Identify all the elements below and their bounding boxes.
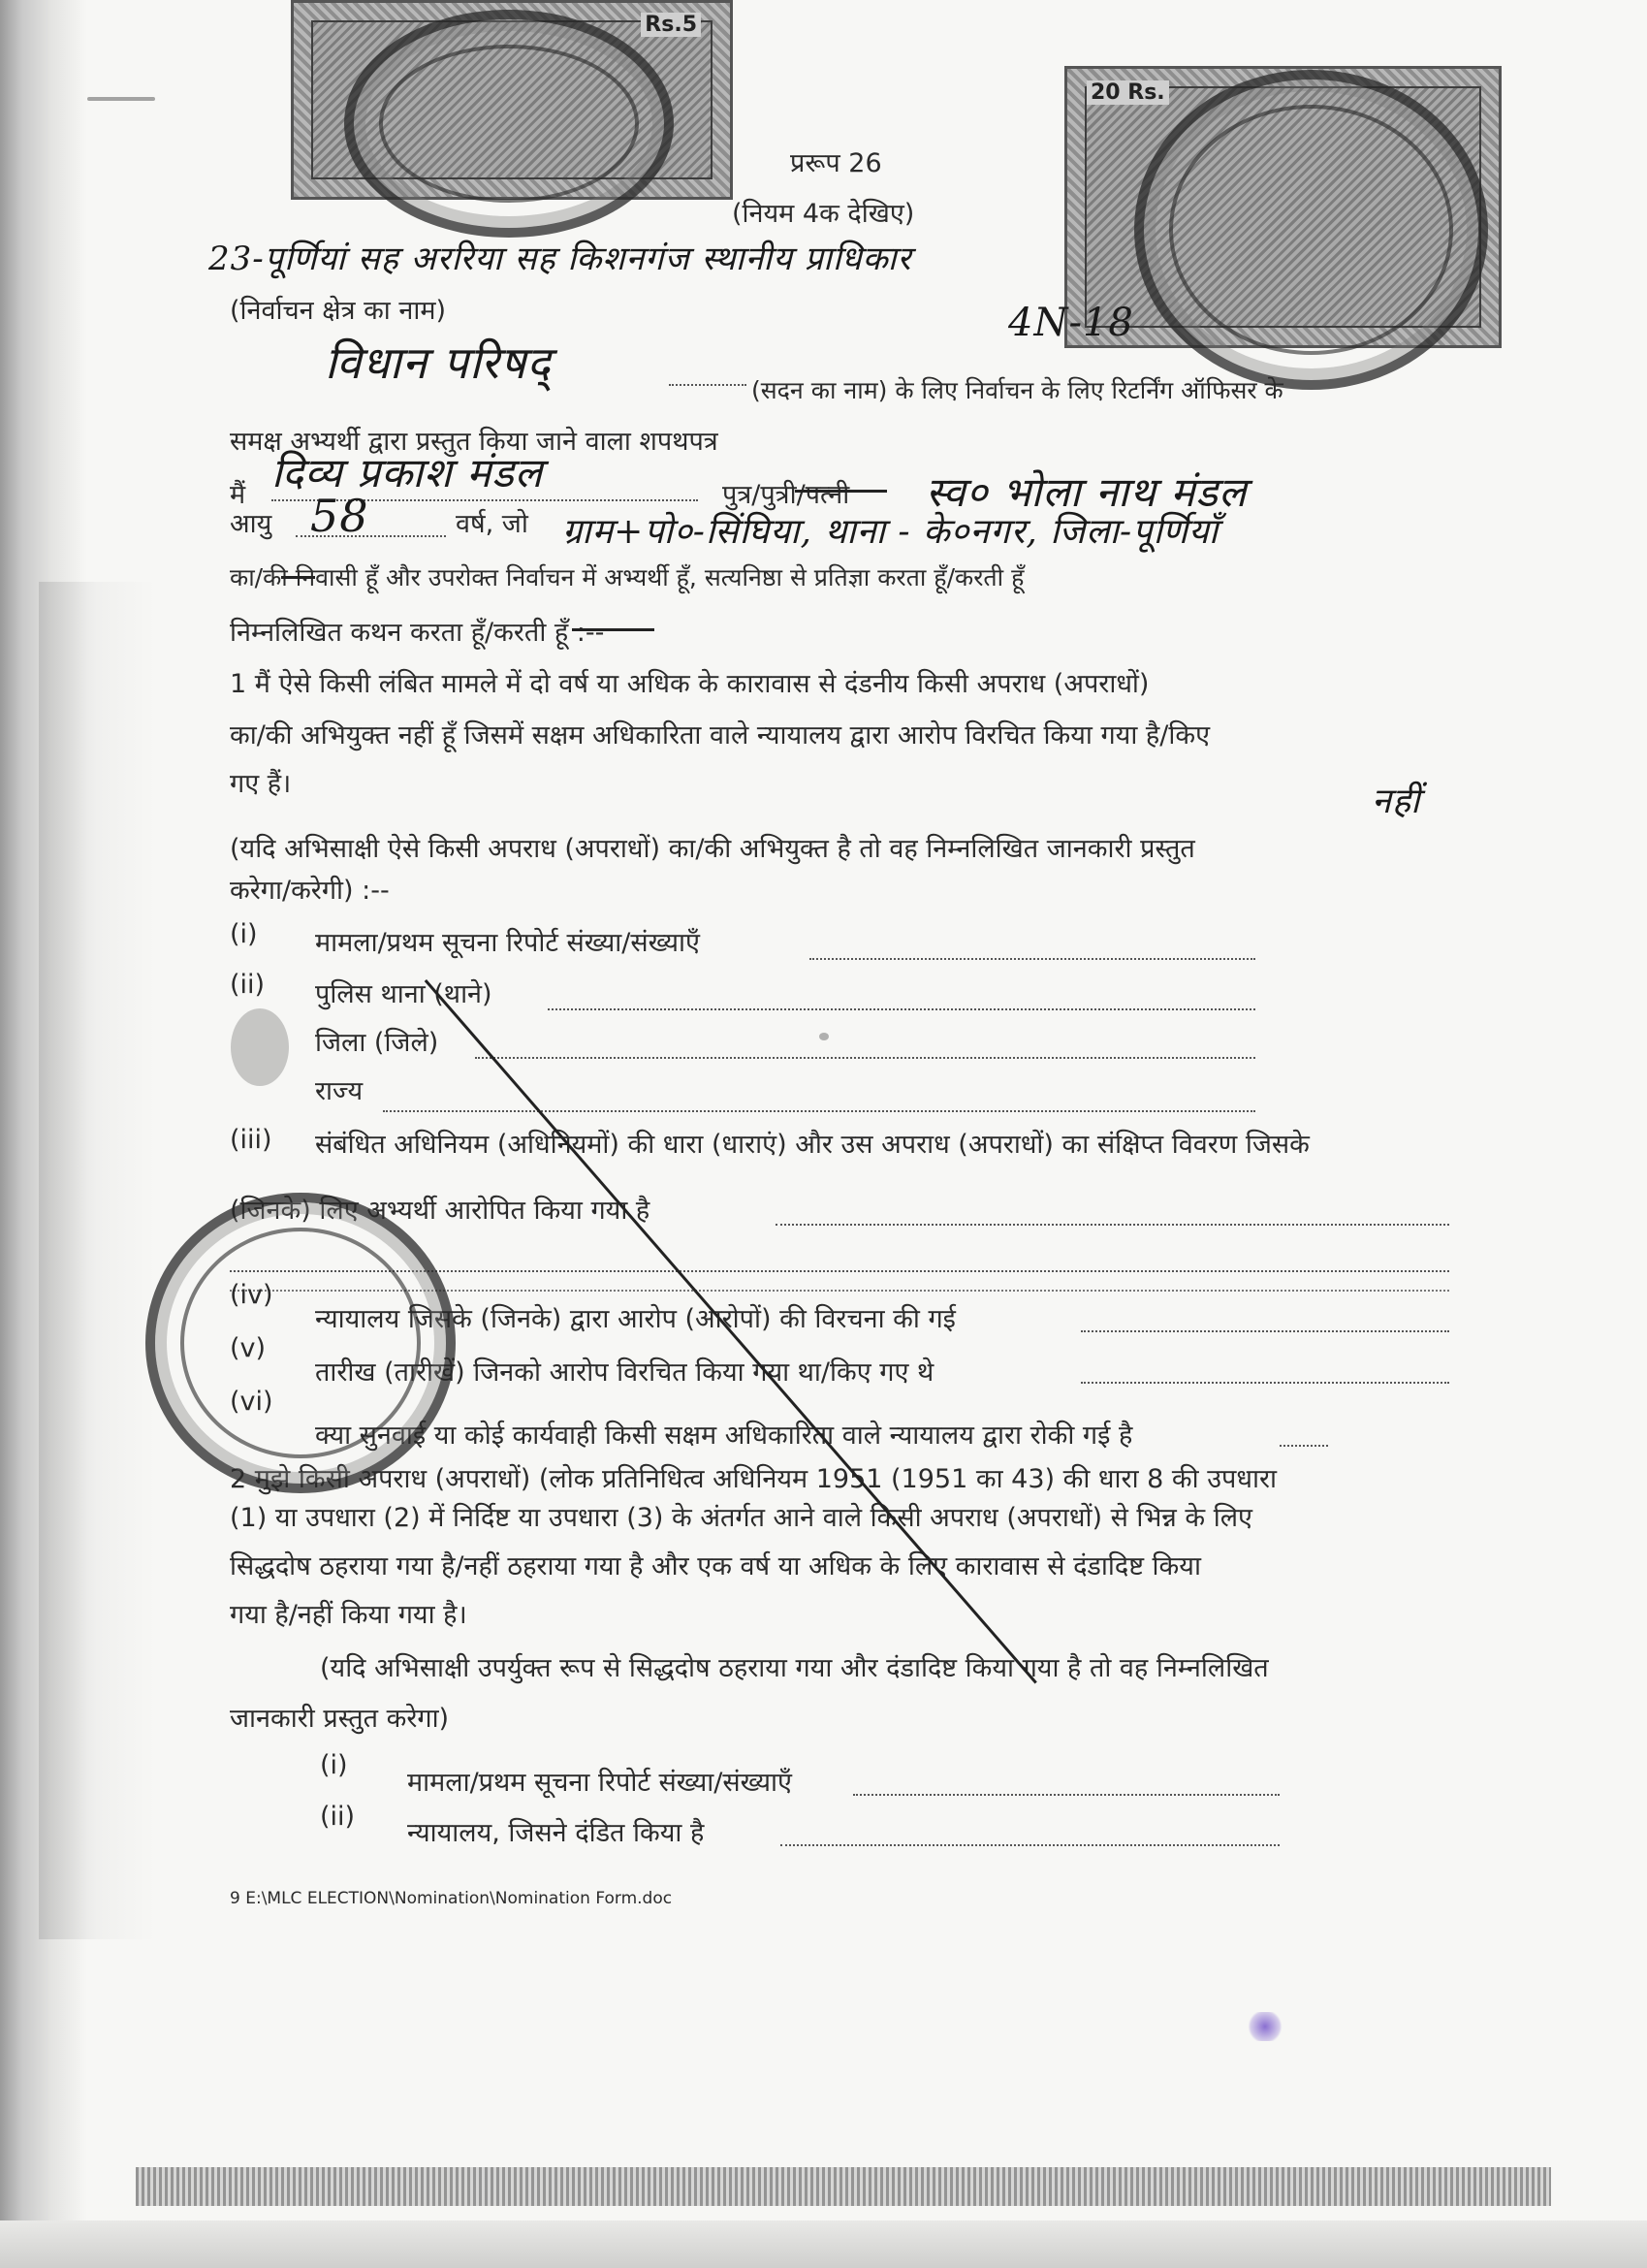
item-iii-text-b: (जिनके) लिए अभ्यर्थी आरोपित किया गया है <box>230 1196 650 1226</box>
sub-item-i-dots <box>853 1794 1280 1796</box>
affidavit-intro: समक्ष अभ्यर्थी द्वारा प्रस्तुत किया जाने वाला शपथपत्र <box>230 427 718 457</box>
item-iv-num: (iv) <box>230 1280 273 1310</box>
statement-line: निम्नलिखित कथन करता हूँ/करती हूँ :-- <box>230 618 605 648</box>
item-v-num: (v) <box>230 1333 267 1363</box>
speck-2 <box>819 1033 829 1040</box>
handwritten-ref-number: 4N-18 <box>1008 301 1134 345</box>
scan-edge-bottom-band <box>0 2220 1647 2268</box>
handwritten-father: स्व० भोला नाथ मंडल <box>926 468 1248 516</box>
item-v-dots <box>1081 1382 1449 1384</box>
item-iv-text: न्यायालय जिसके (जिनके) द्वारा आरोप (आरोपों) की विरचना की गई <box>315 1304 956 1334</box>
para2-line-d: गया है/नहीं किया गया है। <box>230 1600 467 1630</box>
house-dots <box>669 384 746 386</box>
handwritten-house: विधान परिषद् <box>325 336 552 389</box>
constituency-label: (निर्वाचन क्षेत्र का नाम) <box>230 296 447 326</box>
item-iii-dots-1 <box>776 1224 1449 1226</box>
label-aayu: आयु <box>230 509 272 539</box>
age-dots <box>296 535 446 537</box>
rajya-dots <box>383 1110 1255 1112</box>
footer-file-path: 9 E:\MLC ELECTION\Nomination\Nomination Form.doc <box>230 1889 673 1908</box>
sub-item-i-text: मामला/प्रथम सूचना रिपोर्ट संख्या/संख्याएँ <box>407 1768 792 1798</box>
scan-edge-bottom <box>136 2167 1551 2206</box>
sub-item-ii-num: (ii) <box>320 1802 356 1832</box>
para1-note-b: करेगा/करेगी) :-- <box>230 876 390 906</box>
seal-official-round <box>145 1193 456 1493</box>
item-iii-text-a: संबंधित अधिनियम (अधिनियमों) की धारा (धाराएं) और उस अपराध (अपराधों) का संक्षिप्त विवरण जिसके <box>315 1130 1310 1160</box>
para1-line-a: 1 मैं ऐसे किसी लंबित मामले में दो वर्ष या अधिक के कारावास से दंडनीय किसी अपराध (अपराधों) <box>230 669 1150 699</box>
item-iv-dots <box>1081 1330 1449 1332</box>
item-ii-text: पुलिस थाना (थाने) <box>315 979 492 1009</box>
violet-ink-mark <box>1246 2012 1284 2041</box>
stamp-left-value: Rs.5 <box>641 13 701 37</box>
handwritten-nahi: नहीं <box>1372 782 1421 821</box>
para1-line-c: गए हैं। <box>230 769 292 799</box>
jila-label: जिला (जिले) <box>315 1028 439 1058</box>
handwritten-constituency: 23-पूर्णियां सह अररिया सह किशनगंज स्थानीय प्राधिकार <box>208 240 912 278</box>
sub-item-i-num: (i) <box>320 1750 348 1780</box>
para2-note-a: (यदि अभिसाक्षी उपर्युक्त रूप से सिद्धदोष ठहराया गया और दंडादिष्ट किया गया है तो वह निम्नलिखित <box>320 1653 1269 1683</box>
rajya-label: राज्य <box>315 1076 364 1106</box>
sub-item-ii-dots <box>780 1844 1280 1846</box>
item-i-dots <box>809 958 1255 960</box>
para2-note-b: जानकारी प्रस्तुत करेगा) <box>230 1704 450 1734</box>
label-varsh: वर्ष, जो <box>456 509 528 539</box>
speck-1 <box>231 1008 289 1086</box>
para2-line-c: सिद्धदोष ठहराया गया है/नहीं ठहराया गया है और एक वर्ष या अधिक के लिए कारावास से दंडादिष्ट किया <box>230 1551 1201 1581</box>
strike-putri <box>795 490 887 493</box>
item-v-text: तारीख (तारीखें) जिनको आरोप विरचित किया गया था/किए गए थे <box>315 1358 934 1388</box>
stamp-right-value: 20 Rs. <box>1087 80 1169 105</box>
para2-line-a: 2 मुझे किसी अपराध (अपराधों) (लोक प्रतिनिधित्व अधिनियम 1951 (1951 का 43) की धारा 8 की उपधारा <box>230 1464 1277 1494</box>
item-ii-dots <box>548 1008 1255 1010</box>
strike-karti <box>572 628 654 631</box>
para1-note-a: (यदि अभिसाक्षी ऐसे किसी अपराध (अपराधों) का/की अभियुक्त है तो वह निम्नलिखित जानकारी प्रस्तुत <box>230 834 1195 864</box>
para1-line-b: का/की अभियुक्त नहीं हूँ जिसमें सक्षम अधिकारिता वाले न्यायालय द्वारा आरोप विरचित किया गया है/किए <box>230 720 1211 751</box>
form-label: प्ररूप 26 <box>790 148 882 178</box>
jila-dots <box>475 1057 1255 1059</box>
item-vi-num: (vi) <box>230 1387 273 1417</box>
sub-item-ii-text: न्यायालय, जिसने दंडित किया है <box>407 1818 705 1848</box>
label-main: मैं <box>230 480 246 510</box>
rule-reference: (नियम 4क देखिए) <box>732 199 915 229</box>
handwritten-age: 58 <box>310 490 369 542</box>
scan-fold-shadow <box>39 582 155 1939</box>
handwritten-name: दिव्य प्रकाश मंडल <box>271 449 544 496</box>
item-vi-text: क्या सुनवाई या कोई कार्यवाही किसी सक्षम अधिकारिता वाले न्यायालय द्वारा रोकी गई है <box>315 1421 1133 1451</box>
item-ii-num: (ii) <box>230 970 266 1000</box>
handwritten-address: ग्राम+पो०-सिंघिया, थाना - के०नगर, जिला-पूर्णियाँ <box>562 512 1219 552</box>
seal-left-stamp <box>344 10 674 238</box>
speck-3 <box>87 97 155 101</box>
seal-right-stamp <box>1134 70 1488 390</box>
strike-ki <box>281 576 315 579</box>
item-i-text: मामला/प्रथम सूचना रिपोर्ट संख्या/संख्याएँ <box>315 928 700 958</box>
item-iii-num: (iii) <box>230 1125 272 1155</box>
item-vi-dots <box>1280 1445 1328 1447</box>
resident-line: का/की निवासी हूँ और उपरोक्त निर्वाचन में अभ्यर्थी हूँ, सत्यनिष्ठा से प्रतिज्ञा करता हूँ/करती हूँ <box>230 563 1025 591</box>
item-i-num: (i) <box>230 919 258 949</box>
label-son-of: पुत्र/पुत्री/पत्नी <box>722 480 850 510</box>
house-suffix: (सदन का नाम) के लिए निर्वाचन के लिए रिटर्निंग ऑफिसर के <box>751 376 1283 404</box>
para2-line-b: (1) या उपधारा (2) में निर्दिष्ट या उपधारा (3) के अंतर्गत आने वाले किसी अपराध (अपराधों) से भिन्न के लिए <box>230 1503 1252 1533</box>
